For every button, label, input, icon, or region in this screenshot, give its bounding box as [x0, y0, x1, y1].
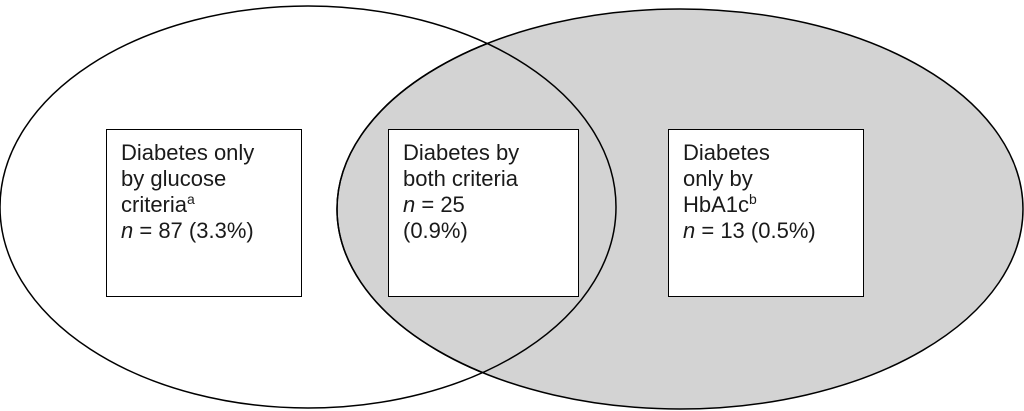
- hba1c-only-n-symbol: n: [683, 218, 696, 243]
- hba1c-only-line-1: Diabetes: [683, 140, 770, 165]
- hba1c-only-n-value: = 13 (0.5%): [695, 218, 816, 243]
- both-line-2: both criteria: [403, 166, 518, 191]
- both-criteria-label-box: [388, 129, 579, 297]
- hba1c-only-line-3: [683, 192, 851, 218]
- glucose-only-line-1: Diabetes only: [121, 140, 255, 165]
- glucose-only-footnote-marker: a: [187, 191, 195, 207]
- both-n-value: = 25: [415, 192, 465, 217]
- glucose-only-label-box: [106, 129, 302, 297]
- hba1c-only-label-box: [668, 129, 864, 297]
- hba1c-only-footnote-marker: b: [749, 191, 757, 207]
- both-line-1: Diabetes by: [403, 140, 520, 165]
- glucose-only-n-value: = 87 (3.3%): [133, 218, 254, 243]
- glucose-only-count: [121, 218, 289, 244]
- both-percent: (0.9%): [403, 218, 468, 243]
- glucose-only-line-2: by glucose: [121, 166, 227, 191]
- both-n-symbol: n: [403, 192, 416, 217]
- hba1c-only-count: [683, 218, 851, 244]
- glucose-only-criteria-text: criteria: [121, 192, 188, 217]
- glucose-only-n-symbol: n: [121, 218, 134, 243]
- glucose-only-line-3: [121, 192, 289, 218]
- both-count: [403, 192, 566, 218]
- hba1c-only-hba1c-text: HbA1c: [683, 192, 750, 217]
- hba1c-only-line-2: only by: [683, 166, 753, 191]
